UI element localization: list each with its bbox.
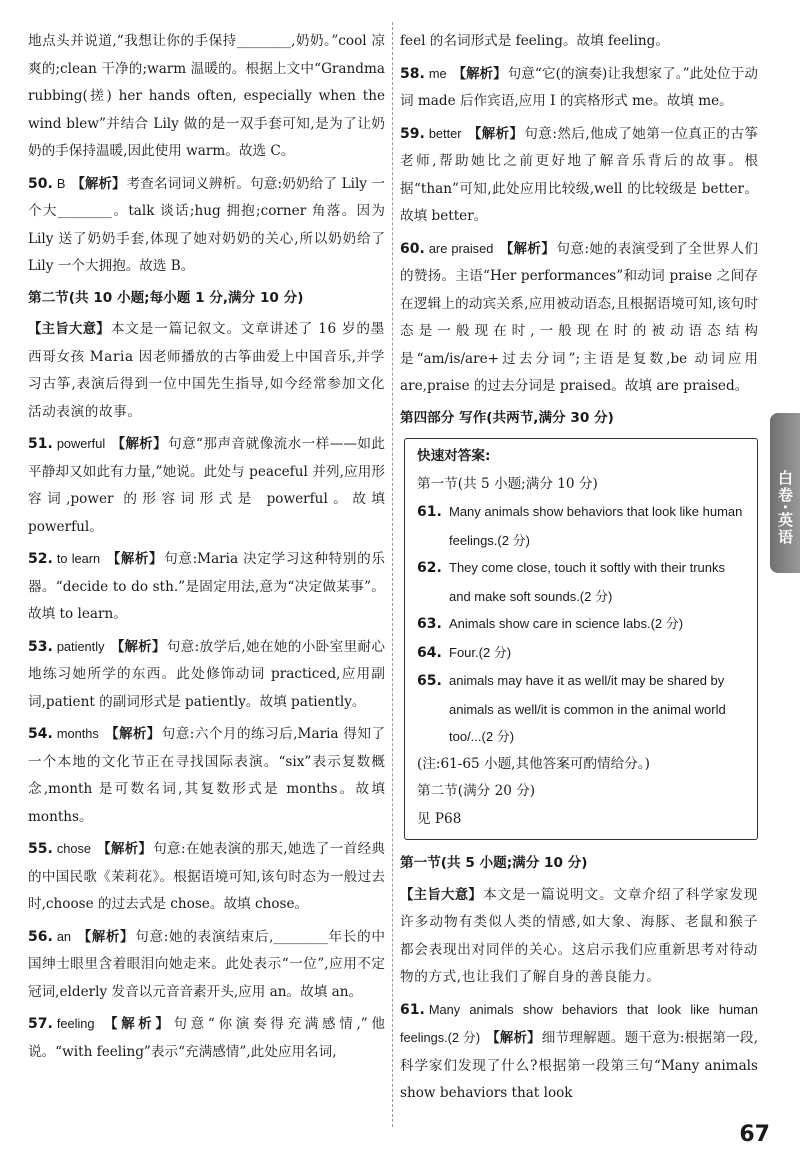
answer-key: are praised [428,240,494,256]
analysis-tag: 【解析】 [104,727,161,742]
quick-answer-63 [417,610,745,639]
analysis-text: 句意:然后,他成了她第一位真正的古筝老师,帮助她比之前更好地了解音乐背后的故事。根据“than”可知,此处应用比较级,well 的比较级是 better。故填 better。 [400,125,758,224]
answer-53 [28,633,385,717]
question-number: 61. [417,504,442,520]
question-number: 59. [400,125,425,142]
answer-key: feeling [56,1016,95,1031]
left-column [28,28,385,1070]
quick-answer-text: They come close, touch it softly with their trunks and make soft sounds.(2 分) [449,560,725,604]
answer-key: B [56,175,66,191]
answer-key: to learn [56,551,101,566]
question-number: 53. [28,638,53,655]
quick-answer-text: Four.(2 分) [449,644,512,660]
quick-answer-text: animals may have it as well/it may be shared by animals as well/it is common in the animal world too/...(2 分) [449,673,726,744]
question-number: 55. [28,841,53,857]
question-number: 65. [417,673,442,689]
question-number: 64. [417,644,442,661]
page-number: 67 [739,1121,770,1147]
summary-text: 本文是一篇记叙文。文章讲述了 16 岁的墨西哥女孩 Maria 因老师播放的古筝曲爱上中国音乐,并学习古筝,表演后得到一位中国先生指导,如今经常参加文化活动表演的故事。 [28,321,386,420]
quick-answer-61 [417,498,745,554]
quick-answer-title: 快速对答案: [417,448,491,464]
answer-57-continued: feel 的名词形式是 feeling。故填 feeling。 [400,33,669,49]
quick-answer-note: (注:61-65 小题,其他答案可酌情给分。) [417,755,650,772]
analysis-text: 句意“它(的演奏)让我想家了。”此处位于动词 made 后作宾语,应用 I 的宾格形式 me。故填 me。 [400,65,758,109]
analysis-text: 句意:Maria 决定学习这种特别的乐器。“decide to do sth.”是固定用法,意为“决定做某事”。故填 to learn。 [28,551,386,622]
answer-key: powerful [56,436,106,451]
answer-key: chose [56,841,91,856]
quick-answer-62 [417,554,745,610]
analysis-tag: 【解析】 [499,241,556,257]
quick-answer-text: Animals show care in science labs.(2 分) [449,616,684,631]
analysis-tag: 【解析】 [110,639,166,655]
quick-answer-box [404,438,758,840]
summary-text: 本文是一篇说明文。文章介绍了科学家发现许多动物有类似人类的情感,如大象、海豚、老鼠和猴子都会表现出对同伴的关心。这启示我们应重新思考对待动物的方式,也让我们了解自身的善良能力。 [400,886,758,985]
answer-key: me [428,65,447,81]
question-number: 60. [400,240,425,257]
question-number: 57. [28,1016,53,1032]
answer-55 [28,835,385,919]
answer-key: months [56,726,99,741]
analysis-text: 句意:她的表演受到了全世界人们的赞扬。主语“Her performances”和动词 praise 之间存在逻辑上的动宾关系,应用被动语态,且根据语境可知,该句时态是一般现在时,一般现在时的被动语态结构是“am/is/are+过去分词”;主语是复数,be 动词应用 are,praise 的过去分词是 praised。故填 are praised。 [400,240,758,394]
analysis-text: 句意“那声音就像流水一样——如此平静却又如此有力量,”她说。此处与 peaceful 并列,应用形容词,power 的形容词形式是 powerful。故填 powerful。 [28,436,386,535]
answer-57 [28,1010,385,1066]
analysis-text: 考查名词词义辨析。句意:奶奶给了 Lily 一个大________。talk 谈话;hug 拥抱;corner 角落。因为 Lily 送了奶奶手套,体现了她对奶奶的关心,所以奶奶给了 Lily 一个大拥抱。故选 B。 [28,175,386,274]
analysis-text: 句意“你演奏得充满感情,”他说。“with feeling”表示“充满感情”,此处应用名词, [28,1016,385,1060]
analysis-text: 句意:在她表演的那天,她选了一首经典的中国民歌《茉莉花》。根据语境可知,该句时态为一般过去时,choose 的过去式是 chose。故填 chose。 [28,841,385,912]
analysis-tag: 【解析】 [71,176,126,192]
answer-50 [28,170,385,281]
analysis-tag: 【解析】 [452,66,507,82]
question-number: 51. [28,436,53,452]
answer-54 [28,720,385,831]
analysis-tag: 【解析】 [467,126,524,142]
column-divider [392,22,393,1127]
question-number: 56. [28,928,53,945]
section-2-heading: 第二节(共 10 小题;每小题 1 分,满分 10 分) [28,289,304,306]
subject-side-tab: 白卷·英语 [770,413,800,573]
section-1-summary [400,882,758,992]
question-number: 61. [400,1001,425,1018]
quick-answer-text: Many animals show behaviors that look like human feelings.(2 分) [449,504,743,548]
answer-60 [400,235,758,401]
summary-tag: 【主旨大意】 [400,887,483,903]
question-number: 58. [400,65,425,82]
answer-52 [28,545,385,629]
answer-key: better [428,125,462,141]
answer-58 [400,60,758,116]
analysis-tag: 【解析】 [106,552,164,567]
answer-59 [400,120,758,231]
answer-51 [28,430,385,541]
question-number: 62. [417,560,442,576]
answer-61 [400,996,758,1108]
part-4-heading: 第四部分 写作(共两节,满分 30 分) [400,409,614,426]
analysis-text: 句意:六个月的练习后,Maria 得知了一个本地的文化节正在寻找国际表演。“six”表示复数概念,month 是可数名词,其复数形式是 months。故填 months。 [28,726,386,825]
section-1-heading: 第一节(共 5 小题;满分 10 分) [400,855,588,871]
question-number: 63. [417,616,442,632]
question-number: 52. [28,551,53,567]
analysis-tag: 【解析】 [486,1031,541,1046]
analysis-text: 细节理解题。题干意为:根据第一段,科学家们发现了什么?根据第一段第三句“Many animals show behaviors that look [400,1030,759,1101]
question-number: 54. [28,726,53,742]
analysis-tag: 【解析】 [96,842,153,857]
summary-tag: 【主旨大意】 [28,322,110,337]
analysis-tag: 【解析】 [100,1017,173,1032]
answer-key: an [56,928,72,944]
analysis-text: 句意:放学后,她在她的小卧室里耐心地练习她所学的东西。此处修饰动词 practiced,应用副词,patient 的副词形式是 patiently。故填 patiently。 [28,638,385,710]
quick-section-1-heading: 第一节(共 5 小题;满分 10 分) [417,475,598,492]
quick-section-2-heading: 第二节(满分 20 分) [417,783,536,799]
answer-key: patiently [56,638,105,654]
answer-key: Many animals show behaviors that look like human feelings.(2 分) [400,1001,758,1045]
section-2-summary [28,316,385,426]
question-number: 50. [28,175,53,192]
answer-49-continued: 地点头并说道,“我想让你的手保持________,奶奶。”cool 凉爽的;clean 干净的;warm 温暖的。根据上文中“Grandma rubbing(搓) her hands often, especially when the wind blew”并结合 Lily 做的是一双手套可知,是为了让奶奶的手保持温暖,因此使用 warm。故选 C。 [28,33,385,159]
analysis-text: 句意:她的表演结束后,________年长的中国绅士眼里含着眼泪向她走来。此处表示“一位”,应用不定冠词,elderly 发音以元音音素开头,应用 an。故填 an。 [28,928,386,1000]
analysis-tag: 【解析】 [77,929,135,945]
answer-56 [28,923,385,1007]
quick-answer-65 [417,667,745,751]
see-page-reference: 见 P68 [417,810,462,827]
quick-answer-64 [417,639,745,668]
analysis-tag: 【解析】 [111,437,167,452]
right-column [400,28,758,1112]
